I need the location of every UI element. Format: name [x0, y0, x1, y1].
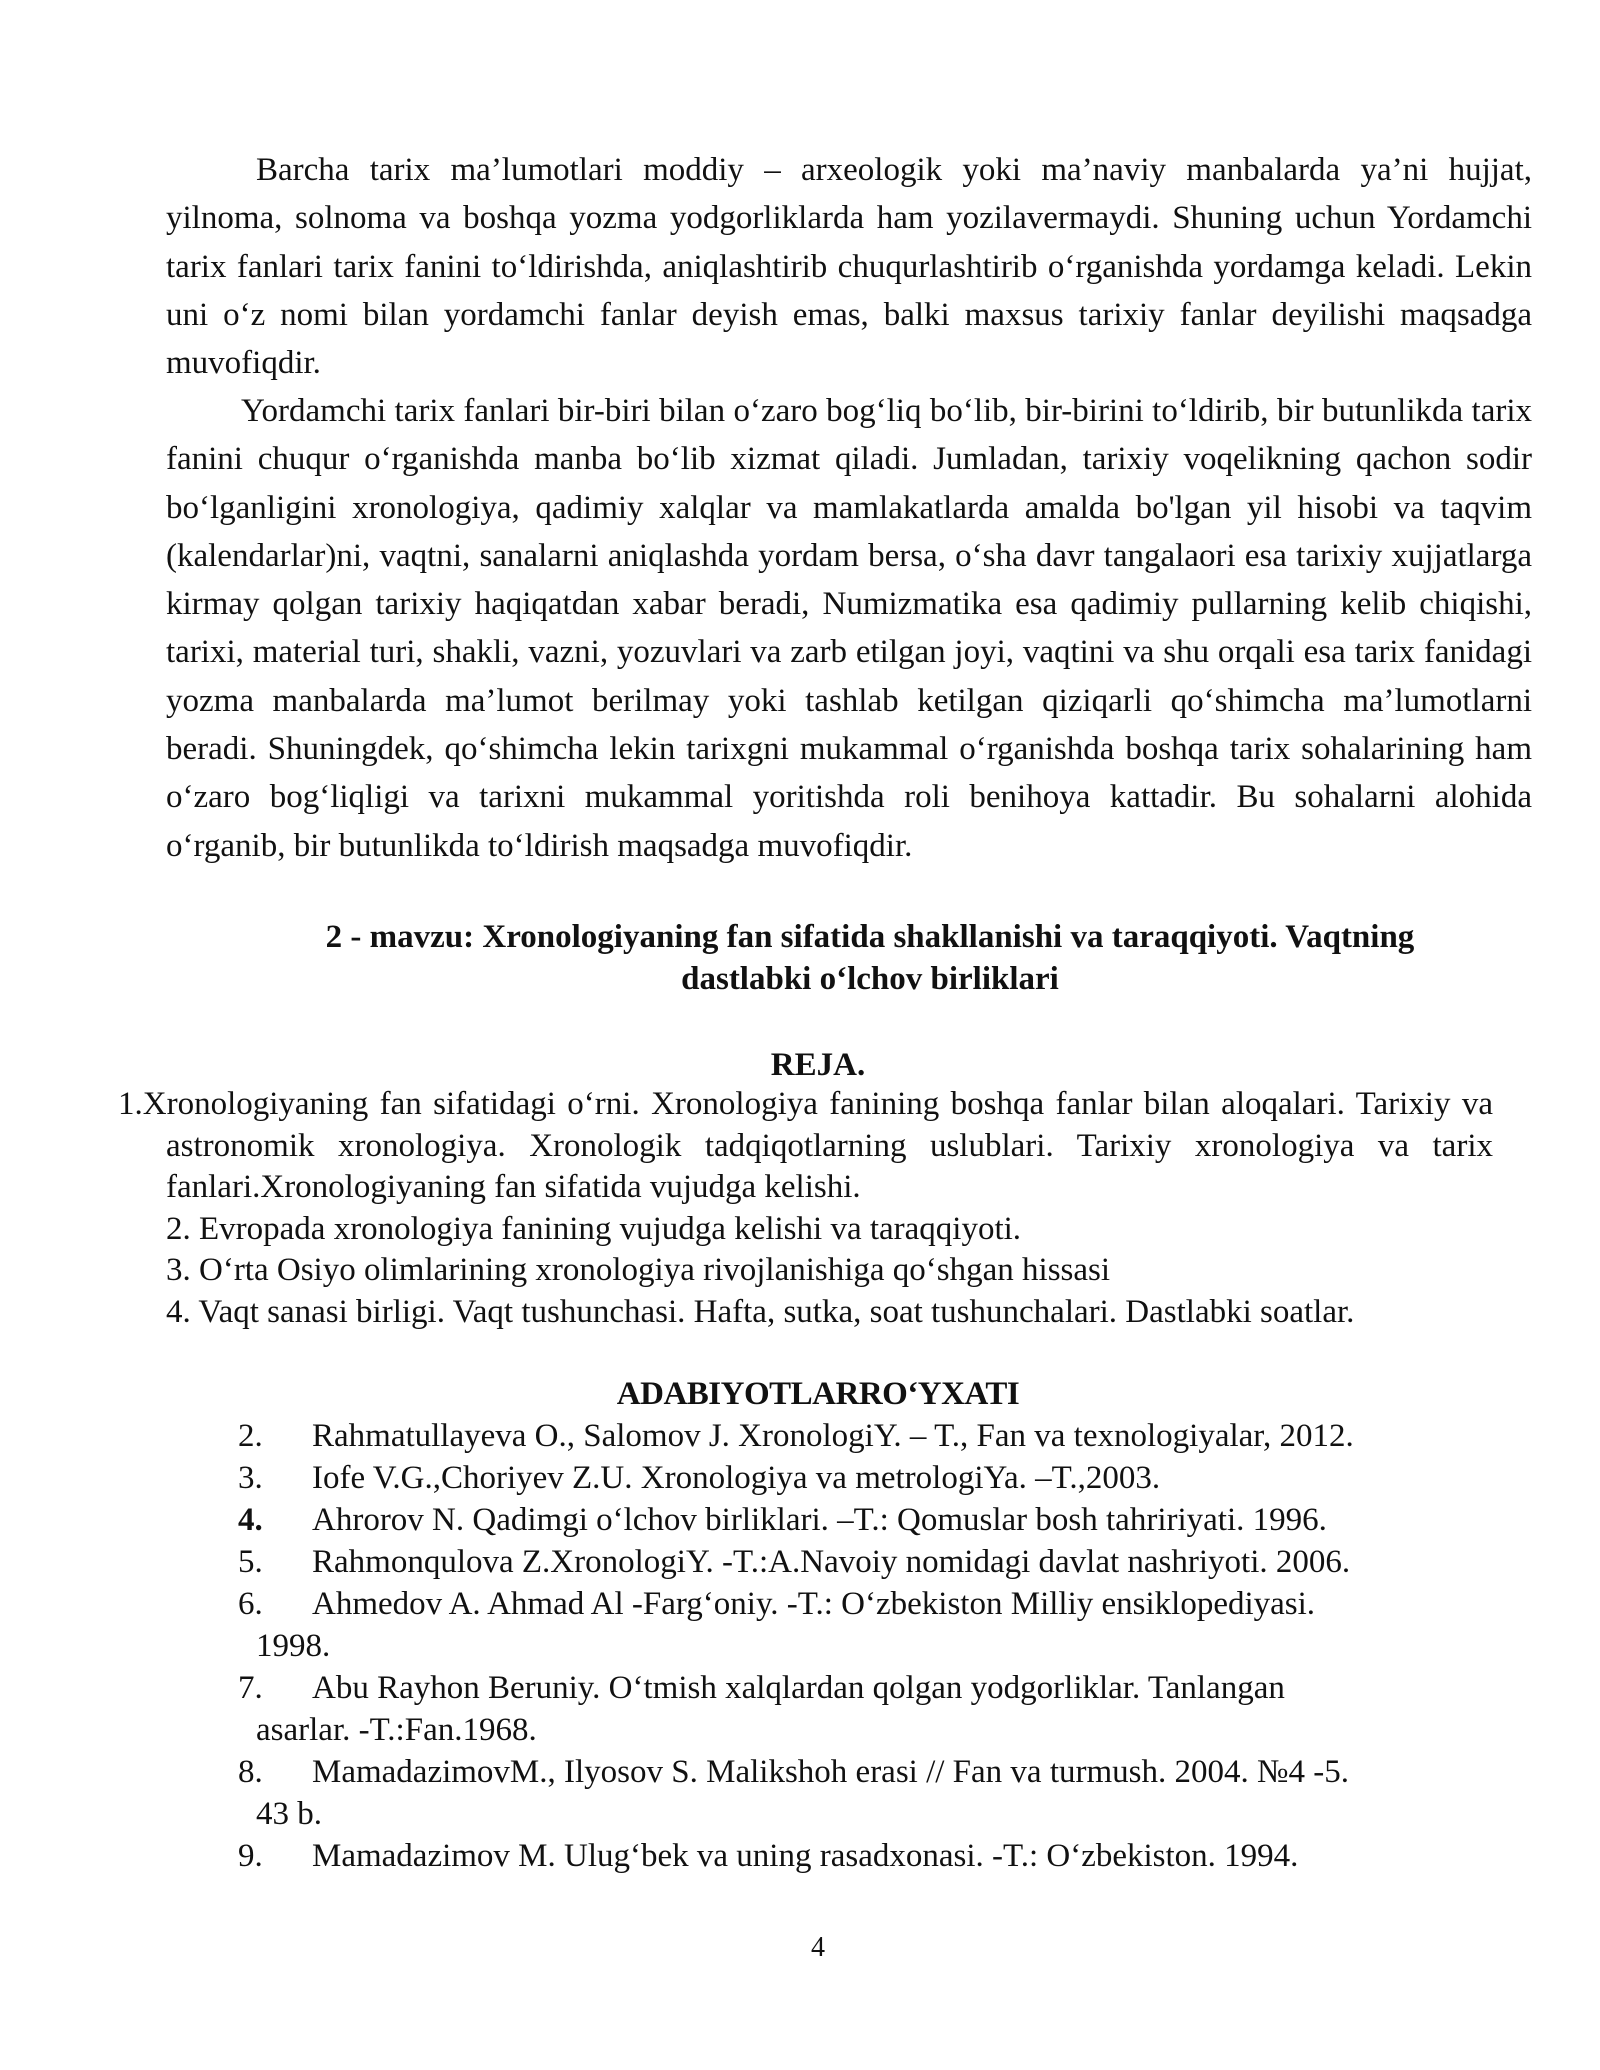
plan-item: 4. Vaqt sanasi birligi. Vaqt tushunchasi. Hafta, sutka, soat tushunchalari. Dastlabki soatlar.: [166, 1293, 1355, 1330]
plan-item: 1.Xronologiyaning fan sifatidagi o‘rni. Xronologiya fanining boshqa fanlar bilan aloqalari. Tarixiy va astronomik xronologiya. Xronologik tadqiqotlarning uslublari. Tarixiy xronologiya va tarix fanlari.Xronologiyaning fan sifatida vujudga kelishi.: [118, 1086, 1493, 1205]
item-text: Iofe V.G.,Choriyev Z.U. Xronologiya va metrologiYa. –T.,2003.: [312, 1460, 1161, 1496]
item-text: Rahmatullayeva O., Salomov J. XronologiY. – T., Fan va texnologiyalar, 2012.: [312, 1418, 1354, 1454]
plan-list: [118, 1084, 1493, 1333]
item-number: 8.: [238, 1754, 263, 1790]
item-number: 6.: [238, 1586, 263, 1622]
item-text: Rahmonqulova Z.XronologiY. -T.:A.Navoiy nomidagi davlat nashriyoti. 2006.: [312, 1544, 1351, 1580]
topic-heading-line: 2 - mavzu: Xronologiyaning fan sifatida shakllanishi va taraqqiyoti. Vaqtning: [325, 919, 1415, 955]
item-text: Abu Rayhon Beruniy. O‘tmish xalqlardan qolgan yodgorliklar. Tanlangan: [312, 1670, 1285, 1706]
plan-item: 2. Evropada xronologiya fanining vujudga kelishi va taraqqiyoti.: [166, 1210, 1022, 1247]
plan-item: 3. O‘rta Osiyo olimlarining xronologiya rivojlanishiga qo‘shgan hissasi: [166, 1252, 1111, 1288]
bibliography-item: [238, 1835, 1494, 1877]
item-number: 4.: [238, 1502, 263, 1538]
item-text: Mamadazimov M. Ulug‘bek va uning rasadxonasi. -T.: O‘zbekiston. 1994.: [312, 1838, 1299, 1874]
item-number: 2.: [238, 1418, 263, 1454]
item-number: 3.: [238, 1460, 263, 1496]
body-paragraph: Barcha tarix ma’lumotlari moddiy – arxeologik yoki ma’naviy manbalarda ya’ni hujjat, yilnoma, solnoma va boshqa yozma yodgorliklarda ham yozilavermaydi. Shuning uchun Yordamchi tarix fanlari tarix fanini to‘ldirishda, aniqlashtirib chuqurlashtirib o‘rganishda yordamga keladi. Lekin uni o‘z nomi bilan yordamchi fanlar deyish emas, balki maxsus tarixiy fanlar deyilishi maqsadga muvofiqdir.: [166, 152, 1532, 382]
plan-title: REJA.: [770, 1047, 866, 1083]
bibliography-list: [238, 1415, 1494, 1877]
bibliography-item: [238, 1583, 1494, 1667]
item-text: MamadazimovM., Ilyosov S. Malikshoh erasi // Fan va turmush. 2004. №4 -5.: [312, 1754, 1349, 1790]
body-paragraph: Yordamchi tarix fanlari bir-biri bilan o‘zaro bog‘liq bo‘lib, bir-birini to‘ldirib, bir butunlikda tarix fanini chuqur o‘rganishda manba bo‘lib xizmat qiladi. Jumladan, tarixiy voqelikning qachon sodir bo‘lganligini xronologiya, qadimiy xalqlar va mamlakatlarda amalda bo'lgan yil hisobi va taqvim (kalendarlar)ni, vaqtni, sanalarni aniqlashda yordam bersa, o‘sha davr tangalaori esa tarixiy xujjatlarga kirmay qolgan tarixiy haqiqatdan xabar beradi, Numizmatika esa qadimiy pullarning kelib chiqishi, tarixi, material turi, shakli, vazni, yozuvlari va zarb etilgan joyi, vaqtini va shu orqali esa tarix fanidagi yozma manbalarda ma’lumot berilmay yoki tashlab ketilgan qiziqarli qo‘shimcha ma’lumotlarni beradi. Shuningdek, qo‘shimcha lekin tarixgni mukammal o‘rganishda boshqa tarix sohalarining ham o‘zaro bog‘liqligi va tarixni mukammal yoritishda roli benihoya kattadir. Bu sohalarni alohida o‘rganib, bir butunlikda to‘ldirish maqsadga muvofiqdir.: [166, 393, 1532, 864]
bibliography-title: ADABIYOTLARRO‘YXATI: [616, 1376, 1020, 1412]
item-text-continuation: asarlar. -T.:Fan.1968.: [256, 1712, 537, 1748]
item-number: 7.: [238, 1670, 263, 1706]
item-number: 9.: [238, 1838, 263, 1874]
bibliography-item: [238, 1541, 1494, 1583]
bibliography-item: [238, 1457, 1494, 1499]
item-text-continuation: 1998.: [256, 1628, 331, 1664]
page-number: 4: [811, 1932, 825, 1963]
bibliography-item: [238, 1751, 1494, 1835]
bibliography-item: [238, 1415, 1494, 1457]
item-text: Ahrorov N. Qadimgi o‘lchov birliklari. –T.: Qomuslar bosh tahririyati. 1996.: [312, 1502, 1327, 1538]
bibliography-item: [238, 1499, 1494, 1541]
item-number: 5.: [238, 1544, 263, 1580]
item-text-continuation: 43 b.: [256, 1796, 322, 1832]
topic-heading-line: dastlabki o‘lchov birliklari: [681, 961, 1059, 997]
topic-heading: [240, 916, 1500, 1000]
bibliography-item: [238, 1667, 1494, 1751]
item-text: Ahmedov A. Ahmad Al -Farg‘oniy. -T.: O‘zbekiston Milliy ensiklopediyasi.: [312, 1586, 1316, 1622]
